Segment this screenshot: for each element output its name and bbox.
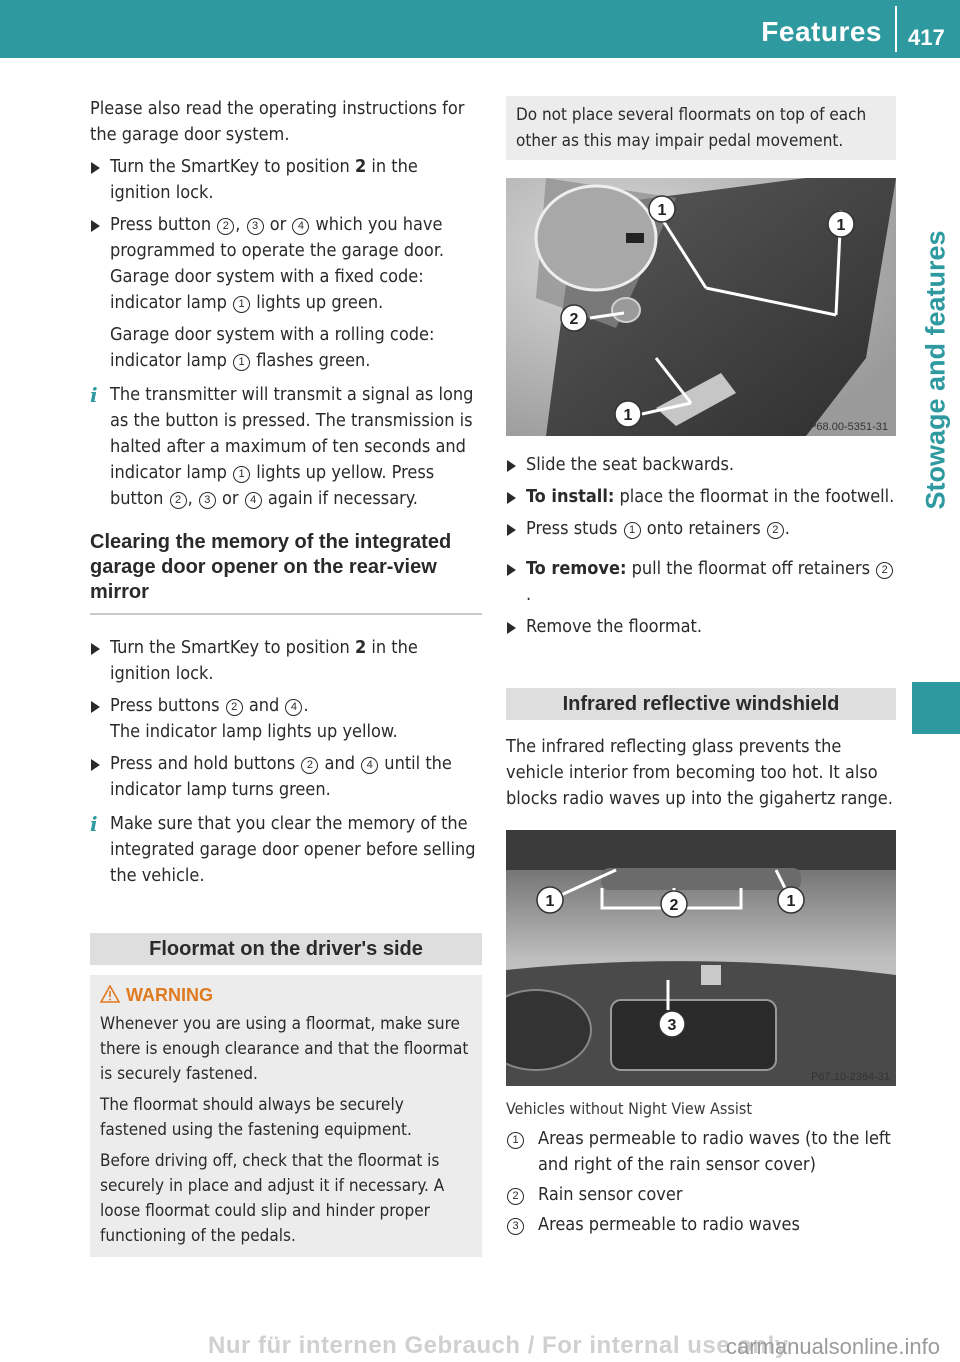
callout-1c — [615, 401, 641, 427]
section-floormat: Floormat on the driver's side — [90, 933, 482, 965]
photo-caption: Vehicles without Night View Assist — [506, 1099, 753, 1118]
warning-box — [90, 975, 482, 1257]
chapter-title: Features — [761, 16, 882, 47]
step-clear-press-buttons: Press buttons 2 and 4 . The indicator lamp lights up yellow. — [90, 693, 482, 745]
svg-text:1: 1 — [786, 893, 796, 910]
floormat-photo — [506, 178, 896, 436]
footer-site: carmanualsonline.info — [725, 1334, 940, 1359]
step-remove: To remove: pull the floormat off retainers 2. — [506, 556, 896, 608]
svg-text:1: 1 — [836, 217, 846, 234]
svg-text:2: 2 — [669, 897, 679, 914]
svg-text:1: 1 — [623, 407, 633, 424]
warning-title: WARNING — [100, 983, 472, 1008]
svg-text:1: 1 — [657, 202, 667, 219]
callout-2 — [561, 305, 587, 331]
info-icon: i — [90, 383, 98, 407]
right-column — [506, 96, 896, 1242]
step-install: To install: place the floormat in the footwell. — [506, 484, 896, 510]
step-clear-smartkey: Turn the SmartKey to position 2 in the ignition lock. — [90, 635, 482, 687]
legend-item: 3 Areas permeable to radio waves — [506, 1212, 896, 1238]
step-press-studs: Press studs 1 onto retainers 2 . — [506, 516, 896, 542]
info-note-selling: i Make sure that you clear the memory of the integrated garage door opener before selling the vehicle. — [90, 812, 476, 886]
info-icon: i — [90, 812, 98, 836]
warning-p1: Whenever you are using a floormat, make sure there is enough clearance and that the floormat is securely fastened. — [100, 1014, 469, 1084]
page-number: 417 — [908, 25, 945, 50]
side-tab-label: Stowage and features — [920, 230, 951, 510]
callout-1-left — [537, 887, 563, 913]
step-slide-seat: Slide the seat backwards. — [506, 452, 896, 478]
heading-clearing-memory: Clearing the memory of the integrated garage door opener on the rear-view mirror — [90, 530, 482, 615]
step-turn-smartkey: Turn the SmartKey to position 2 in the ignition lock. — [90, 154, 482, 206]
warning-p2: The floormat should always be securely fastened using the fastening equipment. — [100, 1095, 412, 1140]
step-clear-hold-buttons: Press and hold buttons 2 and 4 until the indicator lamp turns green. — [90, 751, 482, 803]
legend-item: 2 Rain sensor cover — [506, 1182, 896, 1208]
warning-triangle-icon — [100, 985, 120, 1003]
note-box: Do not place several floormats on top of each other as this may impair pedal movement. — [506, 96, 896, 160]
step-press-button: Press button 2 , 3 or 4 which you have programmed to operate the garage door. Garage door system with a fixed code: indicator lamp 1 lights up green. Garage door system with a rolling code: indicator lamp 1 flashes green. — [90, 212, 482, 374]
callout-1-right — [778, 887, 804, 913]
header-divider — [895, 6, 897, 52]
photo-code: P68.00-5351-31 — [809, 421, 888, 433]
side-tab-marker — [912, 682, 960, 734]
ref-3: 3 — [247, 218, 264, 235]
svg-text:1: 1 — [545, 893, 555, 910]
left-column — [90, 96, 482, 1257]
section-windshield: Infrared reflective windshield — [506, 688, 896, 720]
callout-2-center — [661, 891, 687, 917]
windshield-photo — [506, 830, 896, 1086]
step-remove-floormat: Remove the floormat. — [506, 614, 896, 640]
callout-1a — [649, 196, 675, 222]
ref-2: 2 — [217, 218, 234, 235]
footer-watermark: Nur für internen Gebrauch / For internal use only — [208, 1332, 789, 1359]
callout-3 — [659, 1011, 685, 1037]
rolling-code-text: Garage door system with a rolling code: indicator lamp 1 flashes green. — [110, 324, 435, 371]
warning-p3: Before driving off, check that the floormat is securely in place and adjust it if necessary. A loose floormat could slip and hinder proper functioning of the pedals. — [100, 1151, 445, 1246]
info-note-transmitter: i The transmitter will transmit a signal as long as the button is pressed. The transmission is halted after a maximum of ten seconds and indicator lamp 1 lights up yellow. Press button 2 , 3 or 4 again if necessary. — [90, 383, 474, 509]
windshield-text: The infrared reflecting glass prevents the vehicle interior from becoming too hot. It also blocks radio waves up into the gigahertz range. — [506, 736, 893, 809]
ref-4: 4 — [292, 218, 309, 235]
intro-text: Please also read the operating instructions for the garage door system. — [90, 98, 465, 145]
callout-1b — [828, 211, 854, 237]
legend-item: 1 Areas permeable to radio waves (to the left and right of the rain sensor cover) — [506, 1126, 896, 1178]
svg-text:3: 3 — [667, 1017, 677, 1034]
svg-text:2: 2 — [569, 311, 579, 328]
photo-code: P67.10-2384-31 — [811, 1071, 890, 1083]
fixed-code-text: Garage door system with a fixed code: indicator lamp 1 lights up green. — [110, 266, 424, 313]
